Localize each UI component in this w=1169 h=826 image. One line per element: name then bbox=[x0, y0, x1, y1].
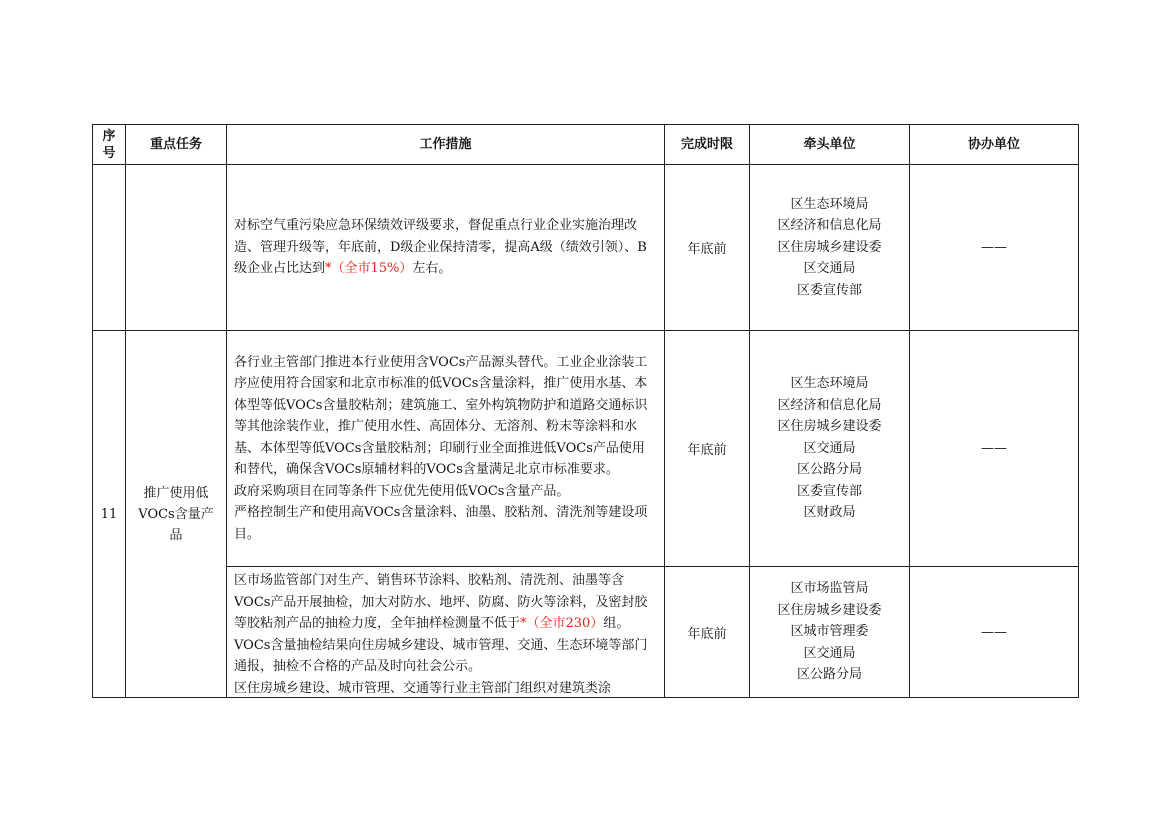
row-lead-units bbox=[750, 165, 910, 331]
lead-unit: 区委宣传部 bbox=[796, 282, 862, 298]
measure-highlight: *（全市15%） bbox=[325, 261, 413, 277]
lead-unit: 区住房城乡建设委 bbox=[777, 239, 882, 255]
measure-text: 对标空气重污染应急环保绩效评级要求，督促重点行业企业实施治理改造、管理升级等，年底前，D级企业保持清零，提高A级（绩效引领）、B级企业占比达到 bbox=[234, 218, 647, 277]
lead-unit: 区市场监管局 bbox=[790, 581, 869, 597]
row-assist: —— bbox=[910, 331, 1079, 567]
header-deadline: 完成时限 bbox=[665, 125, 750, 165]
row-measure bbox=[227, 331, 665, 567]
measure-paragraph: 政府采购项目在同等条件下应优先使用低VOCs含量产品。 bbox=[234, 483, 570, 499]
header-task: 重点任务 bbox=[126, 125, 227, 165]
lead-unit: 区交通局 bbox=[803, 645, 856, 661]
measure-paragraph-cut: 区住房城乡建设、城市管理、交通等行业主管部门组织对建筑类涂 bbox=[234, 680, 612, 696]
table-header-row bbox=[93, 125, 1079, 165]
lead-unit: 区生态环境局 bbox=[790, 196, 869, 212]
lead-unit: 区公路分局 bbox=[796, 462, 862, 478]
lead-unit: 区城市管理委 bbox=[790, 624, 869, 640]
row-assist: —— bbox=[910, 567, 1079, 698]
row-deadline: 年底前 bbox=[665, 567, 750, 698]
table-row bbox=[93, 165, 1079, 331]
header-seq: 序号 bbox=[93, 125, 126, 165]
task-table bbox=[92, 124, 1079, 698]
lead-unit: 区生态环境局 bbox=[790, 376, 869, 392]
row-assist: —— bbox=[910, 165, 1079, 331]
lead-unit: 区财政局 bbox=[803, 505, 856, 521]
lead-unit: 区委宣传部 bbox=[796, 483, 862, 499]
row-seq bbox=[93, 165, 126, 331]
row-measure bbox=[227, 567, 665, 698]
measure-highlight: *（全市230） bbox=[520, 616, 604, 631]
lead-unit: 区交通局 bbox=[803, 261, 856, 277]
table-row bbox=[93, 567, 1079, 698]
lead-unit: 区住房城乡建设委 bbox=[777, 602, 882, 618]
row-lead-units bbox=[750, 567, 910, 698]
header-measures: 工作措施 bbox=[227, 125, 665, 165]
measure-text-end: 组。VOCs含量抽检结果向住房城乡建设、城市管理、交通、生态环境等部门通报，抽检不合格的产品及时向社会公示。 bbox=[234, 616, 648, 674]
row-task: 推广使用低VOCs含量产品 bbox=[126, 331, 227, 698]
header-lead: 牵头单位 bbox=[750, 125, 910, 165]
row-seq: 11 bbox=[93, 331, 126, 698]
lead-unit: 区经济和信息化局 bbox=[777, 218, 882, 234]
row-task bbox=[126, 165, 227, 331]
lead-unit: 区公路分局 bbox=[796, 667, 862, 683]
measure-paragraph: 各行业主管部门推进本行业使用含VOCs产品源头替代。工业企业涂装工序应使用符合国家和北京市标准的低VOCs含量涂料，推广使用水基、本体型等低VOCs含量胶粘剂；建筑施工、室外构筑物防护和道路交通标识等其他涂装作业，推广使用水性、高固体分、无溶剂、粉末等涂料和水基、本体型等低VOCs含量胶粘剂；印刷行业全面推进低VOCs产品使用和替代，确保含VOCs原辅材料的VOCs含量满足北京市标准要求。 bbox=[234, 354, 648, 478]
measure-text-end: 左右。 bbox=[412, 261, 452, 277]
row-measure bbox=[227, 165, 665, 331]
row-lead-units bbox=[750, 331, 910, 567]
row-deadline: 年底前 bbox=[665, 331, 750, 567]
measure-paragraph: 严格控制生产和使用高VOCs含量涂料、油墨、胶粘剂、清洗剂等建设项目。 bbox=[234, 505, 648, 542]
measure-text: 区市场监管部门对生产、销售环节涂料、胶粘剂、清洗剂、油墨等含VOCs产品开展抽检，加大对防水、地坪、防腐、防火等涂料，及密封胶等胶粘剂产品的抽检力度，全年抽样检测量不低于 bbox=[234, 573, 648, 631]
lead-unit: 区交通局 bbox=[803, 440, 856, 456]
table-row bbox=[93, 331, 1079, 567]
lead-unit: 区经济和信息化局 bbox=[777, 397, 882, 413]
lead-unit: 区住房城乡建设委 bbox=[777, 419, 882, 435]
row-deadline: 年底前 bbox=[665, 165, 750, 331]
header-assist: 协办单位 bbox=[910, 125, 1079, 165]
